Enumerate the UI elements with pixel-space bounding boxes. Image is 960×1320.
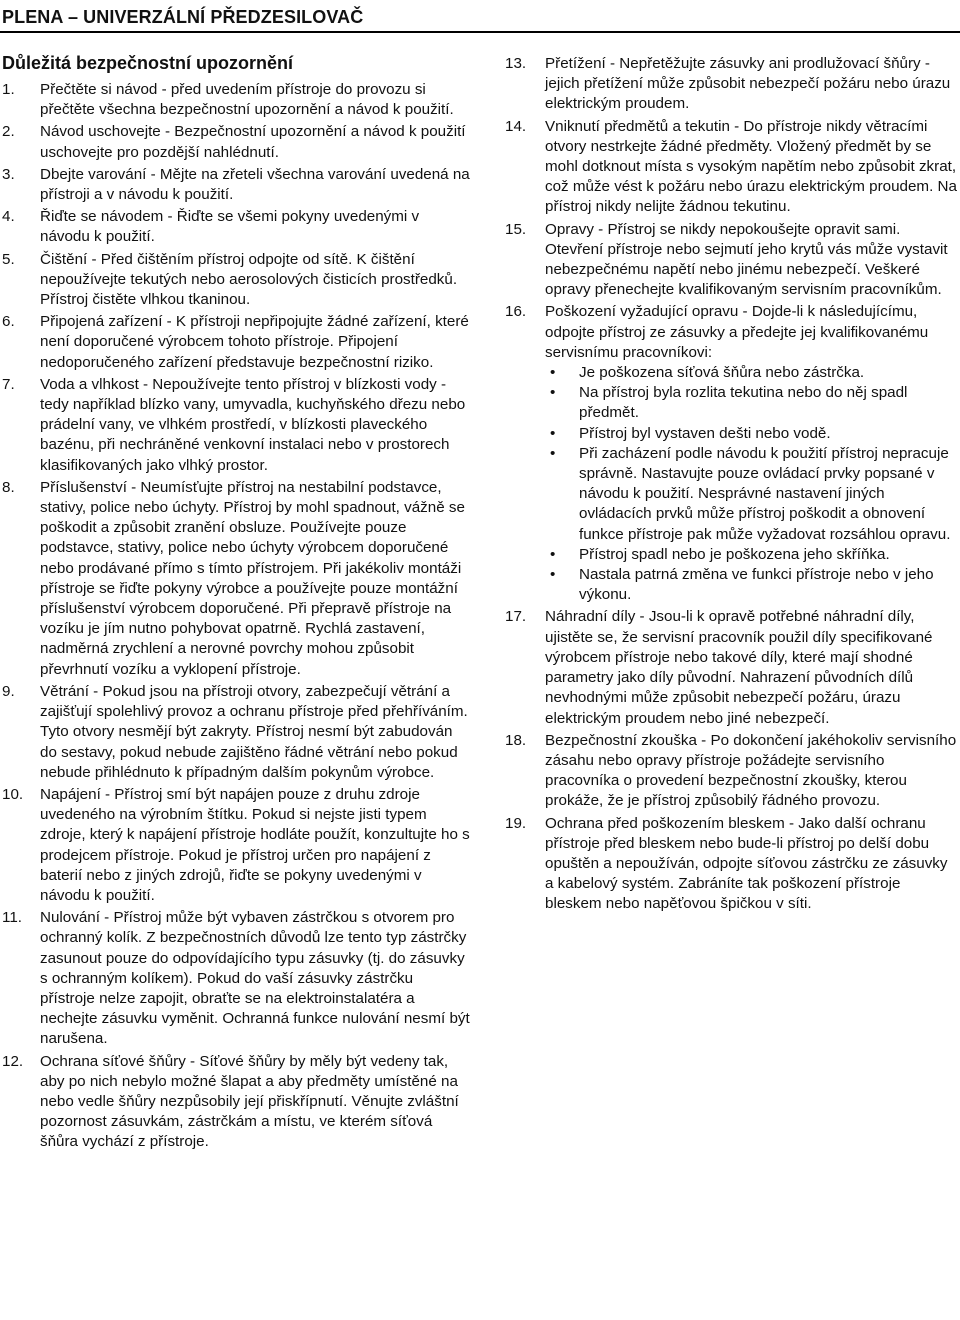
item-text: Napájení - Přístroj smí být napájen pouze z druhu zdroje uvedeného na výrobním štítku. Pokud si nejste jisti typem zdroje, který k napájení přístroje hodláte použít, konzultujte ho s prodejcem přístroje. Pokud je přístroj určen pro napájení z baterií nebo z jiných zdrojů, řiďte se pokyny uvedenými v návodu k použití. bbox=[40, 785, 470, 904]
item-text: Čištění - Před čištěním přístroj odpojte od sítě. K čištění nepoužívejte tekutých nebo aerosolových čisticích prostředků. Přístroj čistěte vlhkou tkaninou. bbox=[40, 250, 458, 309]
safety-item bbox=[505, 731, 958, 812]
bullet-dot-icon: • bbox=[550, 444, 556, 462]
safety-item bbox=[505, 607, 958, 728]
item-text: Návod uschovejte - Bezpečnostní upozornění a návod k použití uschovejte pro pozdější nahlédnutí. bbox=[40, 123, 466, 161]
bullet-item bbox=[545, 363, 958, 383]
safety-item bbox=[2, 908, 472, 1049]
safety-item bbox=[2, 165, 472, 205]
item-text: Ochrana před poškozením bleskem - Jako další ochranu přístroje před bleskem nebo bude-li přístroj po delší dobu opuštěn a nepoužíván, odpojte síťovou zástrčku ze zásuvky a kabelový systém. Zabráníte tak poškození přístroje bleskem nebo napěťovou špičkou v síti. bbox=[545, 814, 948, 913]
bullet-item bbox=[545, 545, 958, 565]
item-text: Přetížení - Nepřetěžujte zásuvky ani prodlužovací šňůry - jejich přetížení může způsobit nebezpečí požáru nebo úrazu elektrickým proudem. bbox=[545, 55, 951, 113]
bullet-item bbox=[545, 565, 958, 605]
item-text: Větrání - Pokud jsou na přístroji otvory, zabezpečují větrání a zajišťují spolehlivý provoz a ochranu přístroje před přehříváním. Tyto otvory nesmějí být zakryty. Přístroj nesmí být zabudován do sestavy, pokud nebude zajištěno řádné větrání nebo pokud nebude přihlédnuto k případným dalším pokynům výrobce. bbox=[40, 682, 468, 781]
bullet-dot-icon: • bbox=[550, 384, 556, 402]
item-text: Dbejte varování - Mějte na zřeteli všechna varování uvedená na přístroji a v návodu k použití. bbox=[40, 165, 470, 204]
item-number: 12. bbox=[2, 1052, 24, 1070]
bullet-text: Při zacházení podle návodu k použití přístroj nepracuje správně. Nastavujte pouze ovládací prvky popsané v návodu k použití. Nesprávné nastavení jiných ovládacích prvků může přístroj poškodit a obnovení funkce přístroje pak může vyžadovat rozsáhlou opravu. bbox=[579, 444, 951, 543]
safety-item bbox=[505, 814, 958, 915]
bullet-dot-icon: • bbox=[550, 566, 556, 584]
bullet-item bbox=[545, 424, 958, 444]
left-item-list bbox=[2, 80, 472, 1153]
safety-item bbox=[2, 478, 472, 680]
bullet-text: Přístroj byl vystaven dešti nebo vodě. bbox=[579, 424, 831, 442]
item-text: Poškození vyžadující opravu - Dojde-li k následujícímu, odpojte přístroj ze zásuvky a předejte jej kvalifikovanému servisnímu pracovníkovi: bbox=[545, 303, 929, 361]
item-number: 9. bbox=[2, 682, 15, 700]
item-text: Vniknutí předmětů a tekutin - Do přístroje nikdy větracími otvory nestrkejte žádné předměty. Vložený předmět by se mohl dotknout místa s vysokým napětím nebo způsobit zkrat, což může vést k požáru nebo úrazu elektrickým proudem. Na přístroj nikdy nelijte žádnou tekutinu. bbox=[545, 117, 957, 216]
safety-item bbox=[2, 375, 472, 476]
item-text: Příslušenství - Neumísťujte přístroj na nestabilní podstavce, stativy, police nebo úchyty. Přístroj by mohl spadnout, vážně se poškodit a způsobit zranění obsluze. Používejte pouze podstavce, stativy, police nebo úchyty výrobcem doporučené nebo prodávané přímo s tímto přístrojem. Při jakékoliv montáži přístroje se řiďte pokyny výrobce a používejte pouze montážní příslušenství výrobcem doporučené. Při přepravě přístroje na vozíku je jím nutno pohybovat opatrně. Rychlá zastavení, nadměrná zrychlení a nerovné povrchy mohou způsobit převrhnutí vozíku a vyklopení přístroje. bbox=[40, 478, 465, 678]
bullet-text: Nastala patrná změna ve funkci přístroje nebo v jeho výkonu. bbox=[579, 566, 934, 604]
safety-item bbox=[2, 785, 472, 906]
section-title: Důležitá bezpečnostní upozornění bbox=[2, 53, 294, 73]
item-text: Připojená zařízení - K přístroji nepřipojujte žádné zařízení, které není doporučené výrobcem tohoto přístroje. Připojení nedoporučeného zařízení představuje bezpečnostní riziko. bbox=[40, 313, 469, 371]
bullet-text: Je poškozena síťová šňůra nebo zástrčka. bbox=[579, 364, 865, 382]
safety-item bbox=[2, 122, 472, 162]
item-number: 19. bbox=[505, 814, 527, 832]
item-number: 11. bbox=[2, 909, 22, 927]
item-text: Přečtěte si návod - před uvedením přístroje do provozu si přečtěte všechna bezpečnostní upozornění a návod k použití. bbox=[40, 81, 454, 119]
bullet-dot-icon: • bbox=[550, 424, 556, 442]
safety-item bbox=[2, 1052, 472, 1153]
safety-item bbox=[2, 250, 472, 311]
item-number: 1. bbox=[2, 81, 15, 98]
safety-item bbox=[2, 80, 472, 120]
item-number: 4. bbox=[2, 208, 15, 226]
item-number: 14. bbox=[505, 117, 527, 135]
bullet-list bbox=[545, 363, 958, 605]
safety-item bbox=[505, 54, 958, 115]
item-number: 15. bbox=[505, 220, 527, 238]
item-text: Nulování - Přístroj může být vybaven zástrčkou s otvorem pro ochranný kolík. Z bezpečnostních důvodů lze tento typ zástrčky zasunout pouze do odpovídajícího typu zásuvky (tj. do zásuvky s ochranným kolíkem). Pokud do vaší zásuvky zástrčku přístroje nelze zapojit, obraťte se na elektroinstalatéra a nechejte zásuvku vyměnit. Ochranná funkce nulování nesmí být narušena. bbox=[40, 909, 470, 1048]
item-number: 3. bbox=[2, 165, 15, 183]
item-number: 17. bbox=[505, 608, 527, 626]
item-number: 18. bbox=[505, 731, 527, 749]
safety-item bbox=[505, 302, 958, 605]
item-text: Voda a vlhkost - Nepoužívejte tento přístroj v blízkosti vody - tedy například blízko vany, umyvadla, kuchyňského dřezu nebo prádelní vany, ve vlhkém prostředí, v blízkosti plaveckého bazénu, při nechráněné venkovní instalaci nebo v prostorech klasifikovaných jako vlhký prostor. bbox=[40, 375, 466, 474]
safety-item bbox=[2, 682, 472, 783]
item-text: Řiďte se návodem - Řiďte se všemi pokyny uvedenými v návodu k použití. bbox=[40, 208, 420, 246]
left-column bbox=[2, 80, 472, 1155]
document-title: PLENA – UNIVERZÁLNÍ PŘEDZESILOVAČ bbox=[2, 7, 364, 27]
item-number: 10. bbox=[2, 785, 24, 803]
bullet-dot-icon: • bbox=[550, 545, 556, 563]
header-rule bbox=[0, 31, 960, 33]
item-text: Ochrana síťové šňůry - Síťové šňůry by měly být vedeny tak, aby po nich nebylo možné šlapat a aby předměty umístěné na nebo vedle šňůry nezpůsobily její přiskřípnutí. Věnujte zvláštní pozornost zásuvkám, zástrčkám a místu, ve kterém síťová šňůra vychází z přístroje. bbox=[40, 1052, 459, 1151]
item-text: Náhradní díly - Jsou-li k opravě potřebné náhradní díly, ujistěte se, že servisní pracovník použil díly specifikované výrobcem přístroje nebo takové díly, které mají shodné parametry jako díly původní. Nahrazení původních dílů nevhodnými může způsobit nebezpečí požáru, úrazu elektrickým proudem nebo jiné nebezpečí. bbox=[545, 608, 933, 727]
item-number: 7. bbox=[2, 375, 15, 393]
item-text: Bezpečnostní zkouška - Po dokončení jakéhokoliv servisního zásahu nebo opravy přístroje požádejte servisního pracovníka o provedení bezpečnostní zkoušky, kterou prokáže, že je přístroj způsobilý řádného provozu. bbox=[545, 731, 957, 810]
bullet-item bbox=[545, 383, 958, 423]
safety-item bbox=[505, 117, 958, 218]
right-item-list bbox=[505, 54, 958, 915]
item-number: 13. bbox=[505, 55, 527, 72]
right-column bbox=[505, 54, 958, 917]
item-number: 6. bbox=[2, 313, 15, 331]
item-number: 16. bbox=[505, 303, 527, 321]
safety-item bbox=[505, 220, 958, 301]
safety-item bbox=[2, 207, 472, 247]
item-number: 2. bbox=[2, 123, 15, 141]
bullet-item bbox=[545, 444, 958, 545]
safety-item bbox=[2, 312, 472, 373]
bullet-dot-icon: • bbox=[550, 364, 556, 382]
bullet-text: Přístroj spadl nebo je poškozena jeho skříňka. bbox=[579, 545, 890, 563]
item-text: Opravy - Přístroj se nikdy nepokoušejte opravit sami. Otevření přístroje nebo sejmutí jeho krytů vás může vystavit nebezpečnému napětí nebo jinému nebezpečí. Veškeré opravy přenechejte kvalifikovaným servisním pracovníkům. bbox=[545, 220, 948, 299]
item-number: 8. bbox=[2, 478, 15, 496]
bullet-text: Na přístroj byla rozlita tekutina nebo do něj spadl předmět. bbox=[579, 384, 908, 422]
item-number: 5. bbox=[2, 250, 15, 268]
